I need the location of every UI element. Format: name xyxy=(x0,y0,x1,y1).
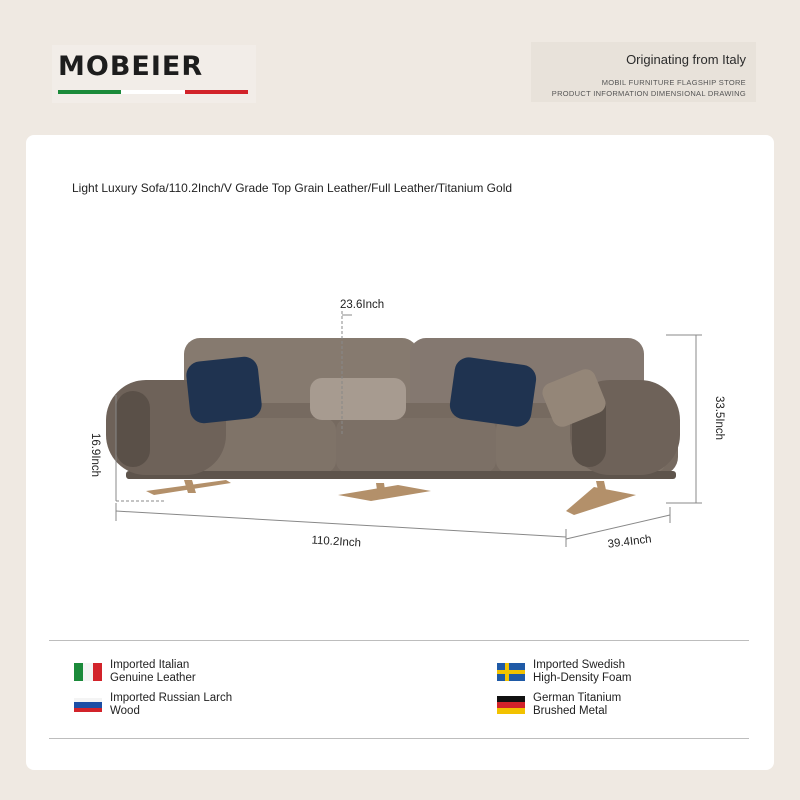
material-line1: Imported Italian xyxy=(110,659,190,671)
material-swedish-foam xyxy=(497,659,653,685)
dim-width-label: 110.2Inch xyxy=(311,534,362,550)
sofa-illustration xyxy=(106,338,680,515)
brand-logo[interactable] xyxy=(52,45,256,103)
drawing-caption: PRODUCT INFORMATION DIMENSIONAL DRAWING xyxy=(551,89,746,98)
material-line2: High-Density Foam xyxy=(533,672,632,684)
russia-flag-icon xyxy=(74,698,102,713)
material-russian-larch xyxy=(74,692,250,718)
material-line2: Brushed Metal xyxy=(533,705,608,717)
sweden-flag-icon xyxy=(497,663,525,681)
dim-seat-depth-label: 23.6Inch xyxy=(340,299,385,311)
origin-title: Originating from Italy xyxy=(626,52,746,67)
italian-stripe xyxy=(58,90,248,94)
material-line1: Imported Russian Larch xyxy=(110,692,233,704)
dim-depth-label: 39.4Inch xyxy=(607,533,653,551)
origin-banner xyxy=(531,42,756,102)
divider-bottom xyxy=(49,738,749,739)
material-german-titanium xyxy=(497,692,653,718)
material-line1: German Titanium xyxy=(533,692,622,704)
page-header xyxy=(0,0,800,130)
dim-seat-height-label: 16.9Inch xyxy=(89,432,101,478)
italy-flag-icon xyxy=(74,663,102,681)
product-title: Light Luxury Sofa/110.2Inch/V Grade Top Grain Leather/Full Leather/Titanium Gold xyxy=(72,181,513,195)
material-italian-leather xyxy=(74,659,230,685)
material-line1: Imported Swedish xyxy=(533,659,626,671)
germany-flag-icon xyxy=(497,696,525,714)
material-line2: Wood xyxy=(110,705,140,717)
product-card xyxy=(26,135,774,770)
material-line2: Genuine Leather xyxy=(110,672,196,684)
sofa-dimension-drawing xyxy=(26,135,774,635)
store-name: MOBIL FURNITURE FLAGSHIP STORE xyxy=(601,78,746,87)
divider-top xyxy=(49,640,749,641)
dim-height-label: 33.5Inch xyxy=(713,395,725,441)
logo-text: MOBEIER xyxy=(58,51,204,82)
